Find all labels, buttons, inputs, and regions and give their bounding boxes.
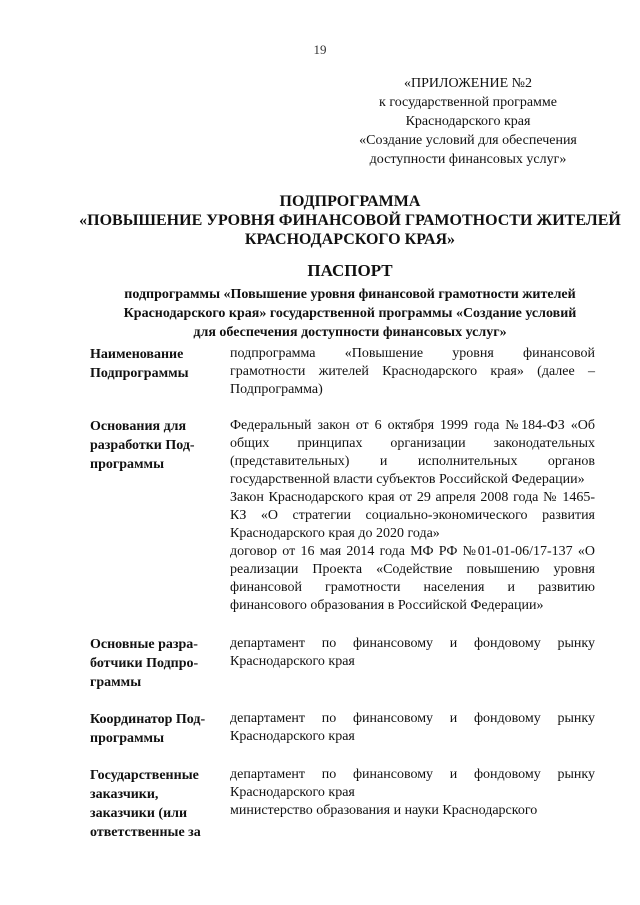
passport-row-coordinator [90,710,595,748]
passport-row-name [90,345,595,399]
row-paragraph: департамент по финансовому и фондовому рынку Краснодарского края [230,767,595,800]
passport-row-customers [90,766,595,842]
passport-row-basis [90,417,595,615]
row-paragraph: Закон Краснодарского края от 29 апреля 2008 года № 1465-КЗ «О стратегии социально-экономического развития Краснодарского края до 2020 года» [230,490,595,541]
row-label: Наименование Подпрограммы [90,347,189,381]
passport-row-developers [90,635,595,692]
appendix-header [318,74,618,169]
subprogram-title [70,192,630,249]
appendix-line: «ПРИЛОЖЕНИЕ №2 [404,76,532,91]
row-value [227,417,595,615]
row-paragraph: Федеральный закон от 6 октября 1999 года №184-ФЗ «Об общих принципах организации законодательных (представительных) и исполнительных органов государственной власти субъектов Российской Федерации» [230,418,595,487]
appendix-line: к государственной программе [379,95,557,110]
row-paragraph: министерство образования и науки Краснодарского [230,803,538,818]
appendix-line: доступности финансовых услуг» [369,152,567,167]
row-label: Государственные заказчики, заказчики (или ответственные за [90,768,201,840]
row-label: Координатор Под- программы [90,712,206,746]
row-paragraph: договор от 16 мая 2014 года МФ РФ №01-01-06/17-137 «О реализации Проекта «Содействие повышению уровня финансовой грамотности населения и развитию финансового образования в Российской Федерации» [230,544,595,613]
page-number: 19 [313,42,327,57]
row-label: Основные разра- ботчики Подпро- граммы [90,637,199,690]
row-value [227,635,595,692]
row-value [227,766,595,842]
subprogram-title-line: КРАСНОДАРСКОГО КРАЯ» [244,231,456,248]
appendix-line: Краснодарского края [405,114,531,129]
row-label: Основания для разработки Под- программы [90,419,195,472]
passport-subtitle-line: подпрограммы «Повышение уровня финансовой грамотности жителей [124,287,576,302]
subprogram-title-line: ПОДПРОГРАММА [279,193,421,210]
passport-heading: ПАСПОРТ [307,261,393,280]
passport-subtitle [72,285,628,342]
row-value [227,345,595,399]
subprogram-title-line: «ПОВЫШЕНИЕ УРОВНЯ ФИНАНСОВОЙ ГРАМОТНОСТИ ЖИТЕЛЕЙ [79,212,621,229]
row-value [227,710,595,748]
passport-subtitle-line: Краснодарского края» государственной программы «Создание условий [123,306,577,321]
passport-table [90,345,595,842]
row-paragraph: департамент по финансовому и фондовому рынку Краснодарского края [230,636,595,669]
passport-subtitle-line: для обеспечения доступности финансовых услуг» [193,325,507,340]
appendix-line: «Создание условий для обеспечения [359,133,577,148]
row-paragraph: департамент по финансовому и фондовому рынку Краснодарского края [230,711,595,744]
row-paragraph: подпрограмма «Повышение уровня финансовой грамотности жителей Краснодарского края» (далее – Подпрограмма) [230,346,595,397]
